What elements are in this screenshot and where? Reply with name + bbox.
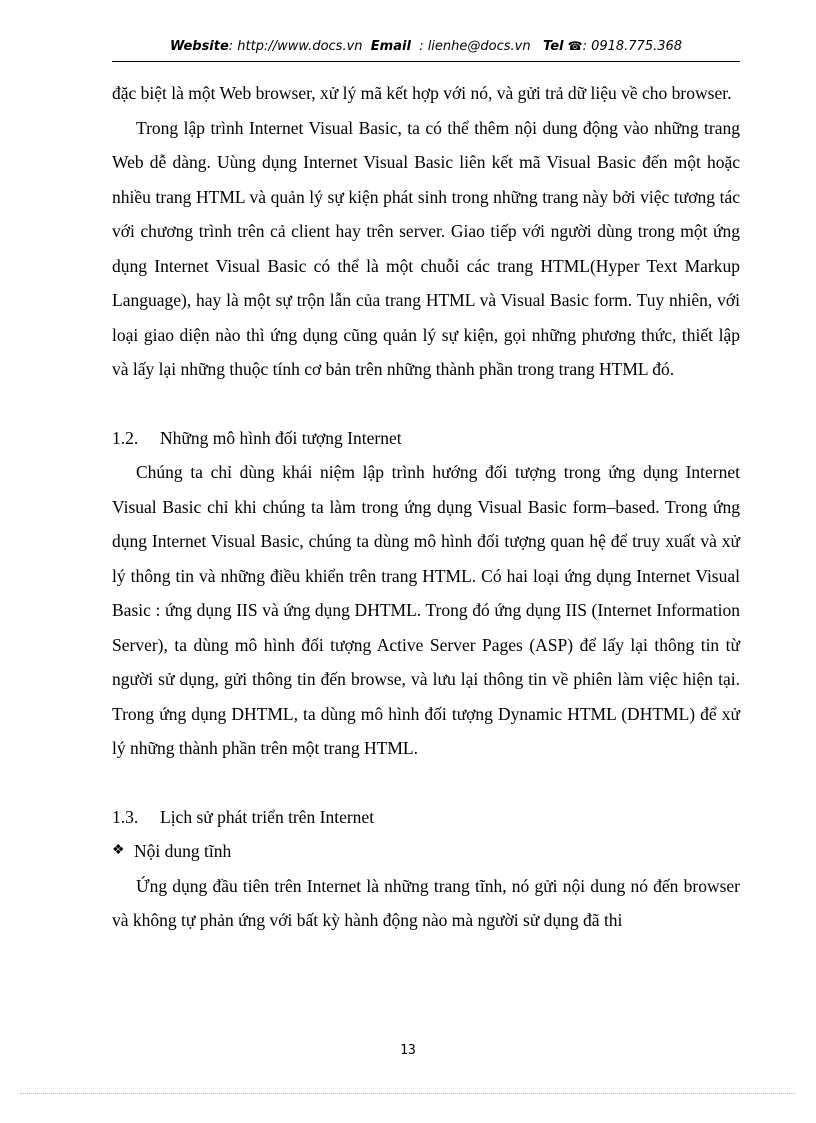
section-number: 1.2. <box>112 427 139 448</box>
website-label: Website <box>169 39 229 54</box>
paragraph-static-content: Ứng dụng đầu tiên trên Internet là những trang tĩnh, nó gửi nội dung nó đến browser và không tự phản ứng với bất kỳ hành động nào mà người sử dụng đã thi <box>112 875 740 930</box>
bullet-heading <box>112 834 740 869</box>
body-content <box>112 76 740 938</box>
paragraph-object-models: Chúng ta chỉ dùng khái niệm lập trình hướng đối tượng trong ứng dụng Internet Visual Basic chỉ khi chúng ta làm trong ứng dụng Visual Basic form–based. Trong ứng dụng Internet Visual Basic, chúng ta dùng mô hình đối tượng quan hệ để truy xuất và xử lý thông tin và những điều khiển trên trang HTML. Có hai loại ứng dụng Internet Visual Basic : ứng dụng IIS và ứng dụng DHTML. Trong đó ứng dụng IIS (Internet Information Server), ta dùng mô hình đối tượng Active Server Pages (ASP) để lấy lại thông tin từ người sử dụng, gửi thông tin đến browse, và lưu lại thông tin về phiên làm việc hiện tại. Trong ứng dụng DHTML, ta dùng mô hình đối tượng Dynamic HTML (DHTML) để xử lý những thành phần trên một trang HTML. <box>112 462 740 758</box>
email-value: : lienhe@docs.vn <box>419 39 531 54</box>
phone-icon: ☎ <box>567 39 583 53</box>
section-heading-1-3 <box>112 800 740 835</box>
page-number: 13 <box>400 1043 416 1058</box>
section-title: Những mô hình đối tượng Internet <box>160 427 402 448</box>
diamond-bullet-icon: ❖ <box>112 843 125 858</box>
section-title: Lịch sử phát triển trên Internet <box>160 806 375 827</box>
website-value: : http://www.docs.vn <box>228 39 363 54</box>
email-label: Email <box>370 39 411 54</box>
tel-value: : 0918.775.368 <box>582 39 683 54</box>
tel-label: Tel <box>543 39 564 54</box>
page-header <box>112 36 740 62</box>
paragraph-continuation: đặc biệt là một Web browser, xử lý mã kết hợp với nó, và gửi trả dữ liệu về cho browser. <box>112 83 732 103</box>
bullet-title: Nội dung tĩnh <box>134 841 232 861</box>
paragraph-internet-vb: Trong lập trình Internet Visual Basic, ta có thể thêm nội dung động vào những trang Web dễ dàng. Uùng dụng Internet Visual Basic liên kết mã Visual Basic đến một hoặc nhiều trang HTML và quản lý sự kiện phát sinh trong những trang này bởi việc tương tác với chương trình trên cả client hay trên server. Giao tiếp với người dùng trong một ứng dụng Internet Visual Basic có thể là một chuỗi các trang HTML(Hyper Text Markup Language), hay là một sự trộn lẫn của trang HTML và Visual Basic form. Tuy nhiên, với loại giao diện nào thì ứng dụng cũng quản lý sự kiện, gọi những phương thức, thiết lập và lấy lại những thuộc tính cơ bản trên những thành phần trong trang HTML đó. <box>112 117 740 379</box>
section-number: 1.3. <box>112 806 139 827</box>
section-heading-1-2 <box>112 421 740 456</box>
page-bottom-divider <box>20 1093 796 1094</box>
